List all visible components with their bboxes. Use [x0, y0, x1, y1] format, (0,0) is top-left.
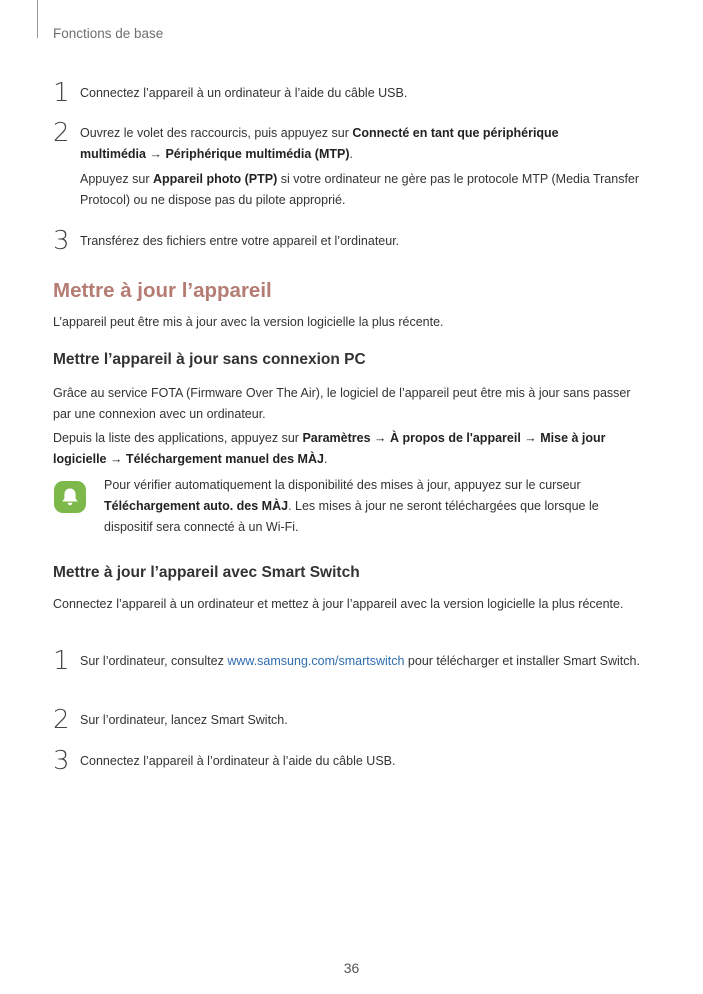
auto-download-label: Téléchargement auto. des MÀJ	[104, 499, 289, 513]
section-intro: L’appareil peut être mis à jour avec la version logicielle la plus récente.	[53, 315, 444, 329]
step-3-number: 3	[53, 226, 70, 256]
switch-step-2-text: Sur l’ordinateur, lancez Smart Switch.	[80, 713, 288, 727]
chapter-header: Fonctions de base	[53, 26, 164, 41]
settings-label: Paramètres	[302, 431, 371, 445]
smartswitch-link[interactable]: www.samsung.com/smartswitch	[227, 654, 405, 668]
switch-step-3-text: Connectez l’appareil à l’ordinateur à l’aide du câble USB.	[80, 754, 396, 768]
smart-switch-subsection-title: Mettre à jour l’appareil avec Smart Switch	[53, 564, 360, 581]
smart-switch-intro: Connectez l’appareil à un ordinateur et mettez à jour l’appareil avec la version logicielle la plus récente.	[53, 597, 624, 611]
fota-paragraph: Grâce au service FOTA (Firmware Over The Air), le logiciel de l’appareil peut être mis à jour sans passer par une connexion avec un ordinateur.	[53, 386, 631, 421]
switch-step-2-number: 2	[53, 705, 70, 735]
bell-icon	[54, 481, 86, 513]
step-2-subtext: Appuyez sur Appareil photo (PTP) si votre ordinateur ne gère pas le protocole MTP (Media Transfer Protocol) ou ne dispose pas du pilote approprié.	[80, 172, 640, 207]
manual-download-label: Téléchargement manuel des MÀJ	[125, 452, 324, 466]
switch-step-1-number: 1	[53, 646, 70, 676]
page-edge-line	[37, 0, 38, 38]
section-title: Mettre à jour l’appareil	[53, 279, 272, 302]
connected-as-media-label: Connecté en tant que périphérique multimédia	[80, 126, 559, 161]
switch-step-3-number: 3	[53, 746, 70, 776]
pc-subsection-title: Mettre l’appareil à jour sans connexion PC	[53, 351, 366, 368]
ptp-label: Appareil photo (PTP)	[152, 172, 278, 186]
switch-step-1-text: Sur l’ordinateur, consultez www.samsung.com/smartswitch pour télécharger et installer Smart Switch.	[80, 654, 640, 668]
step-2-text: Ouvrez le volet des raccourcis, puis appuyez sur Connecté en tant que périphérique multimédia → Périphérique multimédia (MTP).	[80, 126, 559, 161]
about-device-label: À propos de l'appareil	[390, 431, 521, 445]
step-1-text: Connectez l’appareil à un ordinateur à l’aide du câble USB.	[80, 86, 408, 100]
step-2-number: 2	[53, 118, 70, 148]
step-3-text: Transférez des fichiers entre votre appareil et l’ordinateur.	[80, 234, 400, 248]
mtp-label: Périphérique multimédia (MTP)	[165, 147, 350, 161]
auto-update-note: Pour vérifier automatiquement la disponibilité des mises à jour, appuyez sur le curseur Téléchargement auto. des MÀJ. Les mises à jour ne seront téléchargées que lorsque le dispositif sera connecté à un Wi-Fi.	[104, 478, 599, 534]
page-number: 36	[343, 960, 360, 976]
step-1-number: 1	[53, 78, 70, 108]
software-update-label: Mise à jour logiciel	[53, 431, 606, 466]
settings-path-paragraph: Depuis la liste des applications, appuyez sur Paramètres → À propos de l'appareil → Mise à jour logicielle → Téléchargement manuel des MÀJ.	[53, 431, 606, 466]
